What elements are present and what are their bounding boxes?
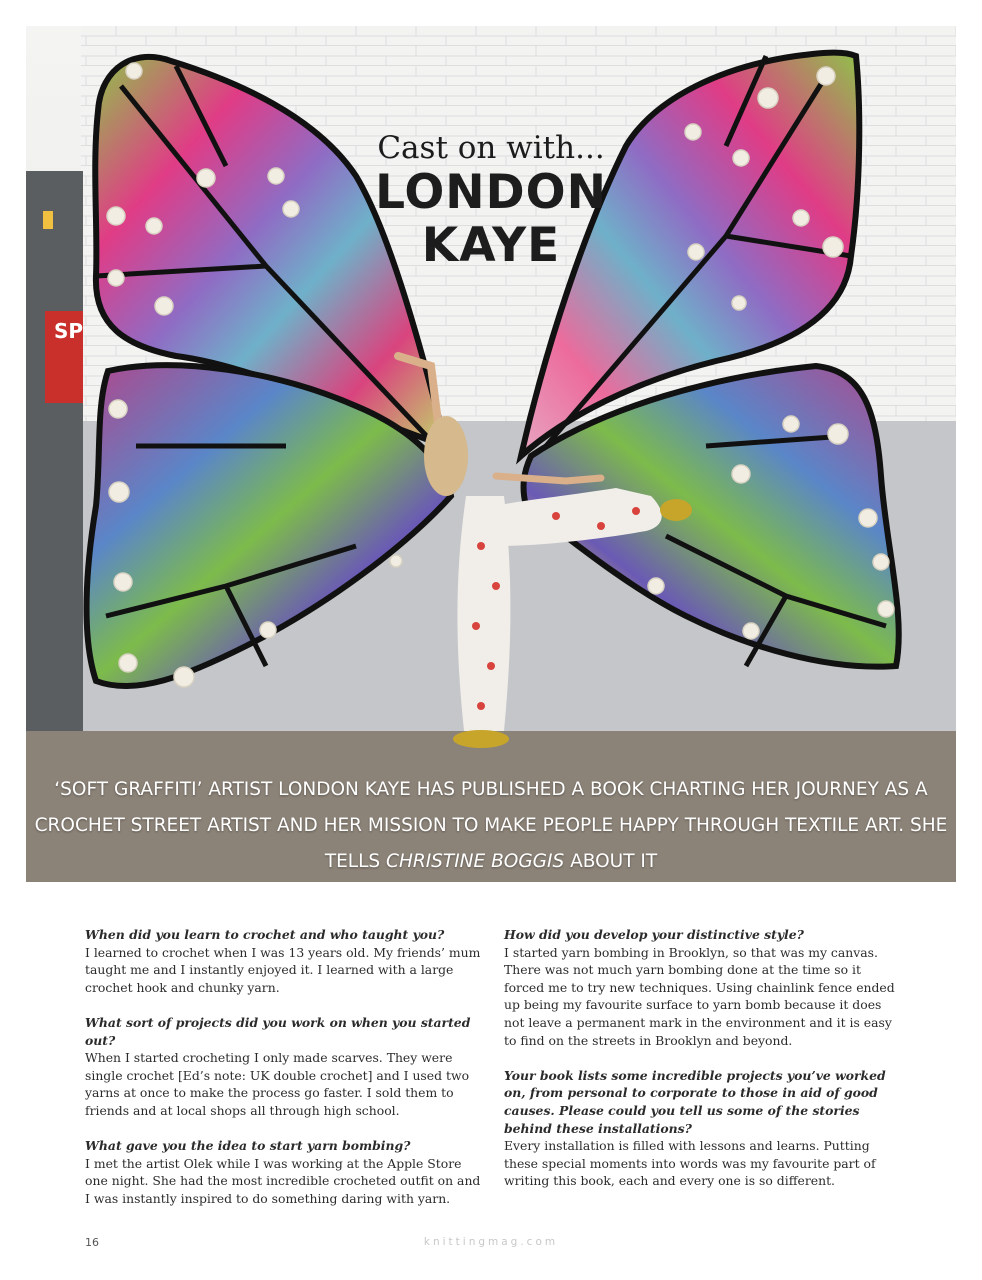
question: When did you learn to crochet and who taught you? (85, 927, 445, 942)
question: Your book lists some incredible projects you’ve worked on, from personal to corporate to those in aid of good causes. Please could you tell us some of the stories behind these installations? (504, 1067, 886, 1136)
qa-block (85, 1014, 485, 1120)
article-kicker: Cast on with... (377, 130, 605, 166)
standfirst-author: CHRISTINE BOGGIS (386, 851, 565, 872)
answer: I started yarn bombing in Brooklyn, so that was my canvas. There was not much yarn bombing done at the time so it forced me to try new techniques. Using chainlink fence ended up being my favourite surface to yarn bomb because it does not leave a permanent mark in the environment and it is easy to find on the streets in Brooklyn and beyond. (504, 944, 895, 1048)
headline-line-2: KAYE (421, 218, 561, 273)
right-column (504, 926, 904, 1208)
question: What gave you the idea to start yarn bombing? (85, 1138, 411, 1154)
answer: I learned to crochet when I was 13 years old. My friends’ mum taught me and I instantly enjoyed it. I learned with a large crochet hook and chunky yarn. (85, 944, 481, 995)
page-number: 16 (85, 1236, 99, 1249)
sign-text: SP (54, 319, 84, 343)
left-column (85, 926, 485, 1225)
qa-block (504, 1067, 904, 1190)
article-headline (26, 166, 956, 272)
qa-block (85, 926, 485, 996)
answer: I met the artist Olek while I was working at the Apple Store one night. She had the most incredible crocheted outfit on and I was instantly inspired to do something daring with yarn. (85, 1155, 481, 1206)
qa-block (85, 1137, 485, 1207)
headline-line-1: LONDON (375, 165, 607, 220)
qa-block (504, 926, 904, 1049)
standfirst-text-1: ‘SOFT GRAFFITI’ ARTIST LONDON KAYE HAS PUBLISHED A BOOK CHARTING HER JOURNEY AS A CROCHET STREET ARTIST AND HER MISSION TO MAKE PEOPLE HAPPY THROUGH TEXTILE ART. SHE TELLS (34, 779, 948, 872)
article-standfirst (26, 772, 956, 880)
answer: Every installation is filled with lessons and learns. Putting these special moments into words was my favourite part of writing this book, each and every one is so different. (504, 1138, 876, 1189)
footer-website: knittingmag.com (423, 1236, 559, 1248)
hero-photo (26, 26, 956, 882)
standfirst-text-2: ABOUT IT (564, 851, 658, 872)
question: How did you develop your distinctive style? (504, 927, 804, 942)
question: What sort of projects did you work on when you started out? (85, 1014, 471, 1048)
answer: When I started crocheting I only made scarves. They were single crochet [Ed’s note: UK double crochet] and I used two yarns at once to make the process go faster. I sold them to friends and at local shops all through high school. (85, 1050, 470, 1118)
